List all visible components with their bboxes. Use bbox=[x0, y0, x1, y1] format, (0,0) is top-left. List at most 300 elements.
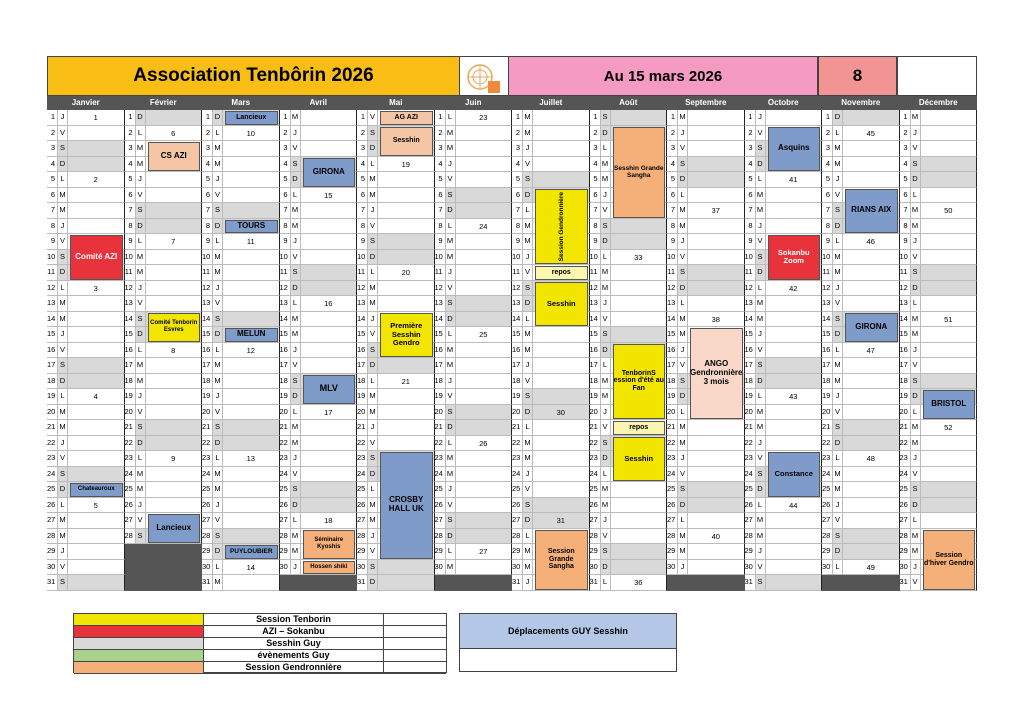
day-note[interactable] bbox=[921, 498, 978, 514]
day-note[interactable] bbox=[378, 219, 435, 235]
day-note[interactable] bbox=[533, 498, 590, 514]
day-note[interactable] bbox=[766, 436, 823, 452]
day-note[interactable]: 1 bbox=[68, 110, 125, 126]
day-note[interactable] bbox=[146, 203, 203, 219]
day-note[interactable]: 41 bbox=[766, 172, 823, 188]
calendar-event[interactable] bbox=[225, 545, 278, 559]
day-note[interactable] bbox=[843, 250, 900, 266]
day-note[interactable] bbox=[921, 343, 978, 359]
day-note[interactable] bbox=[223, 405, 280, 421]
day-note[interactable] bbox=[301, 265, 358, 281]
day-note[interactable] bbox=[843, 529, 900, 545]
day-note[interactable] bbox=[456, 482, 513, 498]
day-note[interactable] bbox=[456, 281, 513, 297]
day-note[interactable] bbox=[68, 157, 125, 173]
day-note[interactable] bbox=[921, 436, 978, 452]
day-note[interactable] bbox=[146, 110, 203, 126]
day-note[interactable] bbox=[843, 157, 900, 173]
day-note[interactable]: 36 bbox=[611, 575, 668, 591]
day-note[interactable] bbox=[766, 374, 823, 390]
day-note[interactable]: 27 bbox=[456, 544, 513, 560]
day-note[interactable] bbox=[611, 560, 668, 576]
day-note[interactable]: 40 bbox=[688, 529, 745, 545]
day-note[interactable] bbox=[688, 265, 745, 281]
day-note[interactable] bbox=[378, 436, 435, 452]
day-note[interactable] bbox=[146, 420, 203, 436]
day-note[interactable] bbox=[843, 467, 900, 483]
day-note[interactable] bbox=[68, 513, 125, 529]
day-note[interactable]: 45 bbox=[843, 126, 900, 142]
day-note[interactable] bbox=[223, 389, 280, 405]
day-note[interactable]: 52 bbox=[921, 420, 978, 436]
day-note[interactable] bbox=[611, 234, 668, 250]
day-note[interactable] bbox=[688, 172, 745, 188]
day-note[interactable] bbox=[766, 203, 823, 219]
day-note[interactable] bbox=[611, 544, 668, 560]
calendar-event[interactable] bbox=[535, 266, 588, 280]
day-note[interactable] bbox=[68, 544, 125, 560]
day-note[interactable] bbox=[223, 513, 280, 529]
day-note[interactable] bbox=[146, 296, 203, 312]
day-note[interactable] bbox=[456, 389, 513, 405]
calendar-event[interactable] bbox=[923, 390, 976, 419]
day-note[interactable] bbox=[921, 467, 978, 483]
day-note[interactable]: 12 bbox=[223, 343, 280, 359]
day-note[interactable] bbox=[146, 482, 203, 498]
day-note[interactable] bbox=[688, 157, 745, 173]
day-note[interactable]: 51 bbox=[921, 312, 978, 328]
day-note[interactable] bbox=[68, 296, 125, 312]
day-note[interactable]: 14 bbox=[223, 560, 280, 576]
day-note[interactable] bbox=[68, 374, 125, 390]
day-note[interactable] bbox=[456, 203, 513, 219]
day-note[interactable] bbox=[378, 203, 435, 219]
day-note[interactable] bbox=[533, 172, 590, 188]
day-note[interactable] bbox=[301, 234, 358, 250]
calendar-event[interactable] bbox=[768, 235, 821, 280]
day-note[interactable] bbox=[146, 358, 203, 374]
day-note[interactable] bbox=[378, 296, 435, 312]
day-note[interactable]: 31 bbox=[533, 513, 590, 529]
day-note[interactable] bbox=[301, 281, 358, 297]
day-note[interactable] bbox=[766, 513, 823, 529]
day-note[interactable] bbox=[611, 281, 668, 297]
day-note[interactable] bbox=[301, 219, 358, 235]
day-note[interactable] bbox=[378, 405, 435, 421]
day-note[interactable] bbox=[843, 110, 900, 126]
day-note[interactable]: 26 bbox=[456, 436, 513, 452]
calendar-event[interactable] bbox=[535, 282, 588, 327]
calendar-event[interactable] bbox=[303, 158, 356, 187]
day-note[interactable]: 37 bbox=[688, 203, 745, 219]
day-note[interactable] bbox=[378, 188, 435, 204]
day-note[interactable] bbox=[843, 405, 900, 421]
day-note[interactable] bbox=[843, 513, 900, 529]
day-note[interactable] bbox=[533, 451, 590, 467]
day-note[interactable] bbox=[456, 374, 513, 390]
day-note[interactable] bbox=[533, 436, 590, 452]
day-note[interactable] bbox=[688, 498, 745, 514]
day-note[interactable] bbox=[921, 358, 978, 374]
calendar-event[interactable] bbox=[225, 111, 278, 125]
day-note[interactable] bbox=[456, 141, 513, 157]
day-note[interactable] bbox=[223, 265, 280, 281]
day-note[interactable] bbox=[766, 358, 823, 374]
day-note[interactable] bbox=[223, 374, 280, 390]
calendar-event[interactable] bbox=[845, 189, 898, 234]
day-note[interactable]: 17 bbox=[301, 405, 358, 421]
day-note[interactable] bbox=[921, 482, 978, 498]
day-note[interactable] bbox=[688, 188, 745, 204]
day-note[interactable] bbox=[688, 451, 745, 467]
day-note[interactable] bbox=[456, 343, 513, 359]
day-note[interactable]: 50 bbox=[921, 203, 978, 219]
day-note[interactable] bbox=[456, 358, 513, 374]
calendar-event[interactable] bbox=[380, 452, 433, 559]
day-note[interactable] bbox=[611, 296, 668, 312]
calendar-event[interactable] bbox=[768, 127, 821, 172]
day-note[interactable] bbox=[688, 141, 745, 157]
day-note[interactable] bbox=[223, 188, 280, 204]
day-note[interactable] bbox=[766, 219, 823, 235]
day-note[interactable] bbox=[456, 296, 513, 312]
day-note[interactable]: 9 bbox=[146, 451, 203, 467]
calendar-event[interactable] bbox=[690, 328, 743, 419]
day-note[interactable] bbox=[68, 358, 125, 374]
day-note[interactable] bbox=[533, 157, 590, 173]
day-note[interactable] bbox=[688, 560, 745, 576]
day-note[interactable] bbox=[456, 250, 513, 266]
day-note[interactable]: 10 bbox=[223, 126, 280, 142]
day-note[interactable] bbox=[766, 110, 823, 126]
day-note[interactable]: 42 bbox=[766, 281, 823, 297]
day-note[interactable] bbox=[766, 327, 823, 343]
day-note[interactable] bbox=[456, 312, 513, 328]
day-note[interactable]: 38 bbox=[688, 312, 745, 328]
day-note[interactable] bbox=[456, 157, 513, 173]
day-note[interactable] bbox=[843, 172, 900, 188]
day-note[interactable] bbox=[378, 281, 435, 297]
day-note[interactable] bbox=[456, 498, 513, 514]
day-note[interactable] bbox=[301, 467, 358, 483]
day-note[interactable] bbox=[301, 358, 358, 374]
day-note[interactable]: 46 bbox=[843, 234, 900, 250]
day-note[interactable] bbox=[921, 219, 978, 235]
day-note[interactable]: 24 bbox=[456, 219, 513, 235]
day-note[interactable] bbox=[378, 389, 435, 405]
day-note[interactable]: 6 bbox=[146, 126, 203, 142]
day-note[interactable] bbox=[533, 358, 590, 374]
day-note[interactable] bbox=[843, 358, 900, 374]
day-note[interactable] bbox=[688, 110, 745, 126]
day-note[interactable] bbox=[146, 219, 203, 235]
day-note[interactable] bbox=[843, 296, 900, 312]
calendar-event[interactable] bbox=[148, 313, 201, 342]
day-note[interactable] bbox=[921, 141, 978, 157]
day-note[interactable] bbox=[301, 451, 358, 467]
day-note[interactable] bbox=[688, 436, 745, 452]
day-note[interactable]: 20 bbox=[378, 265, 435, 281]
day-note[interactable]: 21 bbox=[378, 374, 435, 390]
day-note[interactable] bbox=[766, 188, 823, 204]
calendar-event[interactable] bbox=[535, 530, 588, 590]
day-note[interactable] bbox=[843, 498, 900, 514]
day-note[interactable]: 2 bbox=[68, 172, 125, 188]
day-note[interactable] bbox=[843, 436, 900, 452]
day-note[interactable] bbox=[766, 420, 823, 436]
day-note[interactable] bbox=[766, 343, 823, 359]
calendar-event[interactable] bbox=[613, 421, 666, 435]
day-note[interactable] bbox=[301, 498, 358, 514]
calendar-event[interactable] bbox=[225, 328, 278, 342]
day-note[interactable] bbox=[533, 141, 590, 157]
day-note[interactable] bbox=[611, 327, 668, 343]
day-note[interactable] bbox=[688, 126, 745, 142]
day-note[interactable] bbox=[766, 560, 823, 576]
day-note[interactable] bbox=[68, 575, 125, 591]
day-note[interactable] bbox=[921, 451, 978, 467]
day-note[interactable] bbox=[921, 374, 978, 390]
day-note[interactable] bbox=[843, 374, 900, 390]
day-note[interactable] bbox=[146, 405, 203, 421]
day-note[interactable] bbox=[921, 265, 978, 281]
day-note[interactable]: 23 bbox=[456, 110, 513, 126]
day-note[interactable] bbox=[223, 529, 280, 545]
day-note[interactable] bbox=[301, 141, 358, 157]
day-note[interactable] bbox=[843, 141, 900, 157]
day-note[interactable] bbox=[146, 436, 203, 452]
day-note[interactable]: 33 bbox=[611, 250, 668, 266]
day-note[interactable] bbox=[766, 575, 823, 591]
day-note[interactable]: 3 bbox=[68, 281, 125, 297]
day-note[interactable] bbox=[611, 498, 668, 514]
day-note[interactable] bbox=[456, 451, 513, 467]
day-note[interactable] bbox=[68, 343, 125, 359]
calendar-event[interactable] bbox=[380, 127, 433, 156]
day-note[interactable] bbox=[456, 265, 513, 281]
day-note[interactable] bbox=[611, 110, 668, 126]
day-note[interactable] bbox=[611, 312, 668, 328]
calendar-event[interactable] bbox=[613, 344, 666, 420]
day-note[interactable] bbox=[843, 265, 900, 281]
day-note[interactable] bbox=[533, 374, 590, 390]
day-note[interactable] bbox=[921, 234, 978, 250]
day-note[interactable] bbox=[301, 110, 358, 126]
day-note[interactable] bbox=[921, 513, 978, 529]
day-note[interactable] bbox=[921, 126, 978, 142]
calendar-event[interactable] bbox=[303, 375, 356, 404]
day-note[interactable] bbox=[68, 141, 125, 157]
day-note[interactable] bbox=[611, 529, 668, 545]
day-note[interactable]: 5 bbox=[68, 498, 125, 514]
day-note[interactable] bbox=[533, 389, 590, 405]
day-note[interactable] bbox=[378, 420, 435, 436]
day-note[interactable] bbox=[68, 451, 125, 467]
day-note[interactable] bbox=[843, 281, 900, 297]
day-note[interactable] bbox=[611, 482, 668, 498]
day-note[interactable] bbox=[611, 265, 668, 281]
day-note[interactable]: 19 bbox=[378, 157, 435, 173]
day-note[interactable] bbox=[456, 513, 513, 529]
day-note[interactable] bbox=[378, 358, 435, 374]
day-note[interactable] bbox=[301, 343, 358, 359]
day-note[interactable] bbox=[68, 312, 125, 328]
day-note[interactable] bbox=[301, 436, 358, 452]
day-note[interactable] bbox=[223, 420, 280, 436]
day-note[interactable] bbox=[223, 436, 280, 452]
day-note[interactable] bbox=[843, 482, 900, 498]
day-note[interactable] bbox=[378, 250, 435, 266]
day-note[interactable] bbox=[223, 296, 280, 312]
calendar-event[interactable] bbox=[613, 127, 666, 218]
day-note[interactable] bbox=[301, 482, 358, 498]
day-note[interactable] bbox=[533, 343, 590, 359]
day-note[interactable] bbox=[146, 265, 203, 281]
day-note[interactable] bbox=[533, 467, 590, 483]
day-note[interactable]: 44 bbox=[766, 498, 823, 514]
day-note[interactable] bbox=[766, 312, 823, 328]
calendar-event[interactable] bbox=[70, 235, 123, 280]
day-note[interactable]: 30 bbox=[533, 405, 590, 421]
day-note[interactable] bbox=[378, 234, 435, 250]
day-note[interactable] bbox=[456, 529, 513, 545]
calendar-event[interactable] bbox=[148, 514, 201, 543]
day-note[interactable] bbox=[688, 281, 745, 297]
day-note[interactable] bbox=[301, 203, 358, 219]
day-note[interactable] bbox=[68, 467, 125, 483]
day-note[interactable] bbox=[611, 513, 668, 529]
calendar-event[interactable] bbox=[148, 142, 201, 171]
day-note[interactable] bbox=[301, 312, 358, 328]
day-note[interactable] bbox=[146, 172, 203, 188]
day-note[interactable]: 16 bbox=[301, 296, 358, 312]
day-note[interactable] bbox=[921, 281, 978, 297]
calendar-event[interactable] bbox=[845, 313, 898, 342]
calendar-event[interactable] bbox=[70, 483, 123, 497]
day-note[interactable] bbox=[921, 250, 978, 266]
day-note[interactable] bbox=[68, 436, 125, 452]
day-note[interactable] bbox=[688, 234, 745, 250]
day-note[interactable] bbox=[223, 250, 280, 266]
day-note[interactable] bbox=[766, 529, 823, 545]
day-note[interactable] bbox=[301, 126, 358, 142]
day-note[interactable] bbox=[921, 188, 978, 204]
day-note[interactable] bbox=[688, 513, 745, 529]
day-note[interactable] bbox=[223, 281, 280, 297]
day-note[interactable] bbox=[456, 405, 513, 421]
day-note[interactable] bbox=[68, 126, 125, 142]
day-note[interactable] bbox=[68, 203, 125, 219]
day-note[interactable] bbox=[921, 327, 978, 343]
day-note[interactable] bbox=[766, 544, 823, 560]
day-note[interactable] bbox=[68, 327, 125, 343]
day-note[interactable] bbox=[533, 126, 590, 142]
day-note[interactable] bbox=[146, 389, 203, 405]
day-note[interactable] bbox=[146, 374, 203, 390]
day-note[interactable] bbox=[688, 219, 745, 235]
day-note[interactable]: 4 bbox=[68, 389, 125, 405]
day-note[interactable] bbox=[456, 126, 513, 142]
calendar-event[interactable] bbox=[380, 111, 433, 125]
day-note[interactable] bbox=[378, 560, 435, 576]
day-note[interactable] bbox=[68, 188, 125, 204]
calendar-event[interactable] bbox=[923, 530, 976, 590]
day-note[interactable] bbox=[766, 296, 823, 312]
day-note[interactable]: 8 bbox=[146, 343, 203, 359]
day-note[interactable] bbox=[456, 234, 513, 250]
calendar-event[interactable] bbox=[303, 530, 356, 559]
day-note[interactable] bbox=[533, 327, 590, 343]
calendar-event[interactable] bbox=[225, 220, 278, 234]
day-note[interactable] bbox=[456, 560, 513, 576]
day-note[interactable] bbox=[766, 405, 823, 421]
day-note[interactable]: 49 bbox=[843, 560, 900, 576]
day-note[interactable] bbox=[146, 498, 203, 514]
day-note[interactable] bbox=[146, 188, 203, 204]
day-note[interactable] bbox=[223, 498, 280, 514]
day-note[interactable]: 47 bbox=[843, 343, 900, 359]
day-note[interactable] bbox=[533, 420, 590, 436]
calendar-event[interactable] bbox=[768, 452, 821, 497]
day-note[interactable] bbox=[68, 405, 125, 421]
day-note[interactable] bbox=[223, 575, 280, 591]
day-note[interactable] bbox=[611, 219, 668, 235]
day-note[interactable] bbox=[68, 219, 125, 235]
day-note[interactable]: 48 bbox=[843, 451, 900, 467]
day-note[interactable] bbox=[921, 157, 978, 173]
day-note[interactable]: 43 bbox=[766, 389, 823, 405]
day-note[interactable] bbox=[146, 250, 203, 266]
day-note[interactable] bbox=[223, 467, 280, 483]
day-note[interactable]: 13 bbox=[223, 451, 280, 467]
day-note[interactable] bbox=[301, 327, 358, 343]
day-note[interactable] bbox=[843, 420, 900, 436]
day-note[interactable] bbox=[533, 110, 590, 126]
day-note[interactable]: 25 bbox=[456, 327, 513, 343]
day-note[interactable] bbox=[68, 420, 125, 436]
calendar-event[interactable] bbox=[613, 437, 666, 482]
day-note[interactable] bbox=[456, 467, 513, 483]
day-note[interactable] bbox=[223, 203, 280, 219]
day-note[interactable] bbox=[68, 529, 125, 545]
day-note[interactable] bbox=[688, 544, 745, 560]
day-note[interactable] bbox=[223, 172, 280, 188]
day-note[interactable]: 15 bbox=[301, 188, 358, 204]
day-note[interactable] bbox=[223, 482, 280, 498]
day-note[interactable] bbox=[688, 467, 745, 483]
day-note[interactable]: 18 bbox=[301, 513, 358, 529]
calendar-event[interactable] bbox=[380, 313, 433, 358]
day-note[interactable] bbox=[688, 482, 745, 498]
day-note[interactable] bbox=[146, 281, 203, 297]
day-note[interactable]: 11 bbox=[223, 234, 280, 250]
day-note[interactable] bbox=[223, 358, 280, 374]
day-note[interactable] bbox=[378, 172, 435, 188]
day-note[interactable]: 7 bbox=[146, 234, 203, 250]
day-note[interactable] bbox=[921, 172, 978, 188]
day-note[interactable] bbox=[688, 420, 745, 436]
day-note[interactable] bbox=[921, 296, 978, 312]
day-note[interactable] bbox=[688, 250, 745, 266]
day-note[interactable] bbox=[223, 157, 280, 173]
day-note[interactable] bbox=[301, 420, 358, 436]
day-note[interactable] bbox=[223, 312, 280, 328]
day-note[interactable] bbox=[223, 141, 280, 157]
day-note[interactable] bbox=[456, 420, 513, 436]
calendar-event[interactable] bbox=[535, 189, 588, 265]
day-note[interactable] bbox=[456, 172, 513, 188]
day-note[interactable] bbox=[456, 188, 513, 204]
